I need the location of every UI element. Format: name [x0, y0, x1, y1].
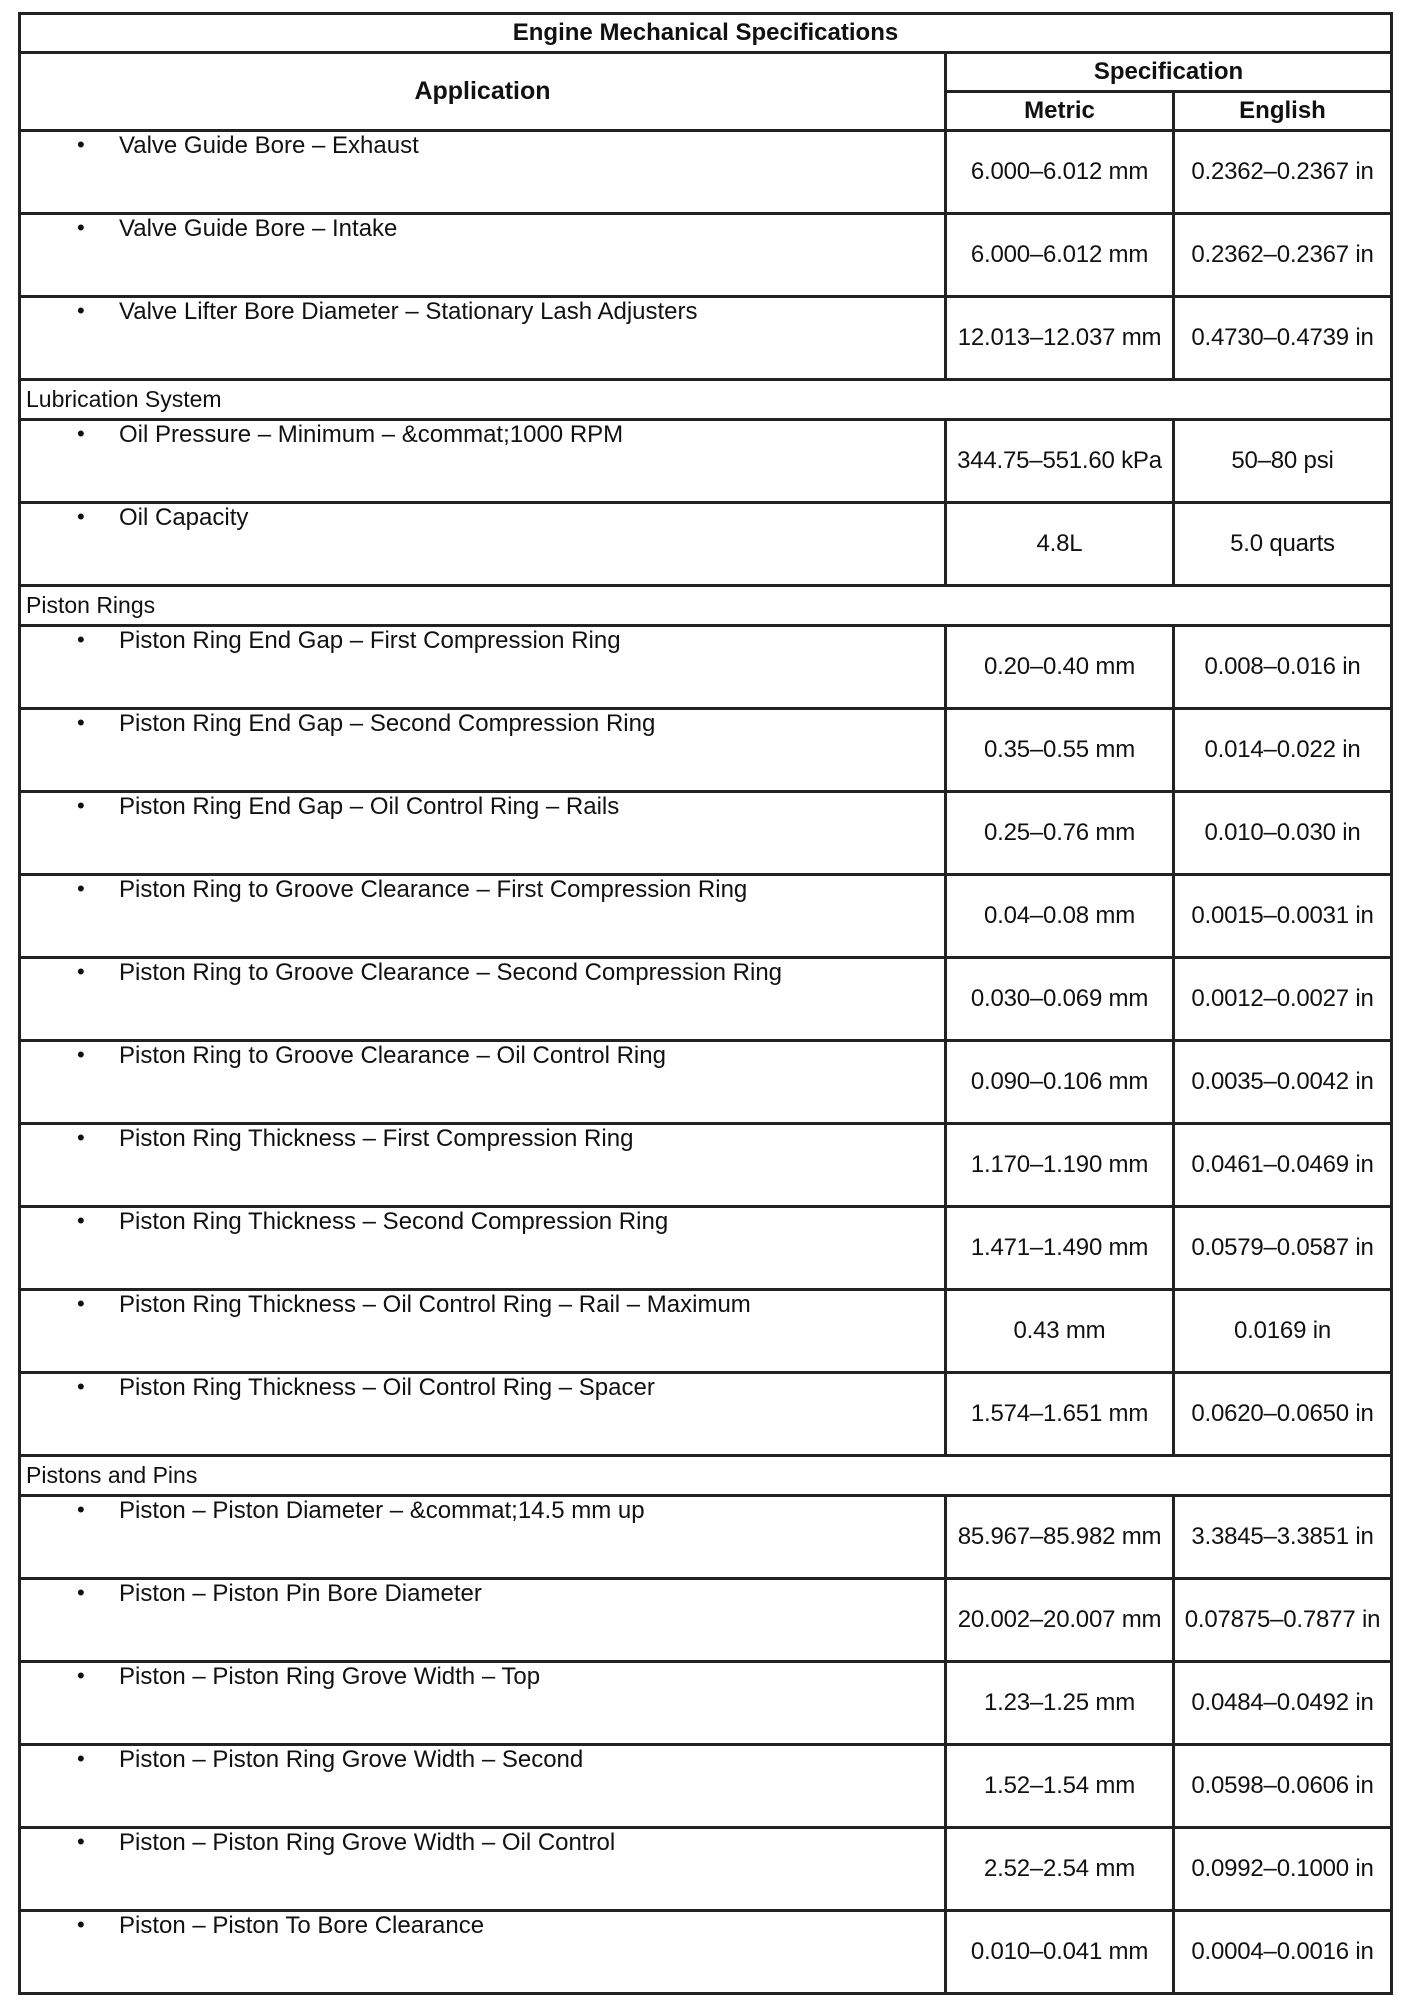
bullet-icon: • — [77, 1580, 85, 1605]
bullet-icon: • — [77, 298, 85, 323]
table-row — [20, 297, 1392, 380]
metric-value: 0.090–0.106 mm — [946, 1041, 1174, 1124]
table-row — [20, 1373, 1392, 1456]
english-value: 0.0461–0.0469 in — [1174, 1124, 1392, 1207]
application-cell — [20, 1828, 946, 1911]
application-label: Piston – Piston Diameter – &commat;14.5 mm up — [119, 1497, 645, 1524]
table-row — [20, 1207, 1392, 1290]
metric-value: 85.967–85.982 mm — [946, 1496, 1174, 1579]
application-label: Piston – Piston Pin Bore Diameter — [119, 1580, 482, 1607]
application-label: Piston Ring Thickness – First Compression Ring — [119, 1125, 634, 1152]
bullet-icon: • — [77, 132, 85, 157]
metric-value: 6.000–6.012 mm — [946, 131, 1174, 214]
specification-header: Specification — [946, 53, 1392, 92]
application-label: Piston – Piston To Bore Clearance — [119, 1912, 485, 1939]
application-label: Piston – Piston Ring Grove Width – Top — [119, 1663, 541, 1690]
section-row — [20, 1456, 1392, 1496]
application-cell — [20, 1579, 946, 1662]
table-row — [20, 1828, 1392, 1911]
metric-value: 1.170–1.190 mm — [946, 1124, 1174, 1207]
english-value: 0.4730–0.4739 in — [1174, 297, 1392, 380]
bullet-icon: • — [77, 504, 85, 529]
english-value: 0.0992–0.1000 in — [1174, 1828, 1392, 1911]
application-label: Piston Ring Thickness – Second Compression Ring — [119, 1208, 669, 1235]
application-cell — [20, 709, 946, 792]
english-value: 0.0004–0.0016 in — [1174, 1911, 1392, 1994]
metric-value: 1.471–1.490 mm — [946, 1207, 1174, 1290]
metric-value: 0.43 mm — [946, 1290, 1174, 1373]
english-value: 0.0015–0.0031 in — [1174, 875, 1392, 958]
metric-value: 12.013–12.037 mm — [946, 297, 1174, 380]
application-cell — [20, 214, 946, 297]
section-label: Piston Rings — [20, 586, 1392, 626]
english-value: 0.010–0.030 in — [1174, 792, 1392, 875]
metric-value: 0.20–0.40 mm — [946, 626, 1174, 709]
bullet-icon: • — [77, 421, 85, 446]
bullet-icon: • — [77, 1663, 85, 1688]
english-value: 0.008–0.016 in — [1174, 626, 1392, 709]
application-label: Valve Guide Bore – Intake — [119, 215, 398, 242]
metric-value: 0.030–0.069 mm — [946, 958, 1174, 1041]
application-cell — [20, 1124, 946, 1207]
application-label: Piston Ring End Gap – Oil Control Ring – Rails — [119, 793, 620, 820]
english-value: 0.014–0.022 in — [1174, 709, 1392, 792]
english-value: 0.0169 in — [1174, 1290, 1392, 1373]
table-row — [20, 958, 1392, 1041]
table-row — [20, 792, 1392, 875]
application-cell — [20, 875, 946, 958]
application-label: Valve Lifter Bore Diameter – Stationary Lash Adjusters — [119, 298, 698, 325]
bullet-icon: • — [77, 215, 85, 240]
english-value: 5.0 quarts — [1174, 503, 1392, 586]
application-cell — [20, 626, 946, 709]
table-row — [20, 214, 1392, 297]
application-cell — [20, 1496, 946, 1579]
application-label: Piston Ring to Groove Clearance – Oil Control Ring — [119, 1042, 666, 1069]
metric-value: 2.52–2.54 mm — [946, 1828, 1174, 1911]
table-row — [20, 131, 1392, 214]
english-value: 0.0598–0.0606 in — [1174, 1745, 1392, 1828]
application-label: Valve Guide Bore – Exhaust — [119, 132, 419, 159]
application-label: Piston Ring End Gap – First Compression Ring — [119, 627, 621, 654]
application-cell — [20, 1041, 946, 1124]
metric-value: 0.04–0.08 mm — [946, 875, 1174, 958]
metric-value: 0.35–0.55 mm — [946, 709, 1174, 792]
english-value: 50–80 psi — [1174, 420, 1392, 503]
table-row — [20, 709, 1392, 792]
application-label: Piston Ring End Gap – Second Compression Ring — [119, 710, 656, 737]
metric-value: 20.002–20.007 mm — [946, 1579, 1174, 1662]
application-cell — [20, 1373, 946, 1456]
application-cell — [20, 297, 946, 380]
table-row — [20, 626, 1392, 709]
section-label: Lubrication System — [20, 380, 1392, 420]
application-cell — [20, 503, 946, 586]
application-label: Piston – Piston Ring Grove Width – Oil Control — [119, 1829, 616, 1856]
application-label: Oil Pressure – Minimum – &commat;1000 RPM — [119, 421, 624, 448]
bullet-icon: • — [77, 627, 85, 652]
bullet-icon: • — [77, 793, 85, 818]
bullet-icon: • — [77, 1497, 85, 1522]
section-label: Pistons and Pins — [20, 1456, 1392, 1496]
table-row — [20, 1041, 1392, 1124]
application-cell — [20, 792, 946, 875]
english-value: 0.0579–0.0587 in — [1174, 1207, 1392, 1290]
metric-value: 6.000–6.012 mm — [946, 214, 1174, 297]
english-value: 0.2362–0.2367 in — [1174, 214, 1392, 297]
bullet-icon: • — [77, 710, 85, 735]
english-value: 3.3845–3.3851 in — [1174, 1496, 1392, 1579]
bullet-icon: • — [77, 1042, 85, 1067]
table-row — [20, 503, 1392, 586]
table-title: Engine Mechanical Specifications — [20, 14, 1392, 53]
bullet-icon: • — [77, 1912, 85, 1937]
application-cell — [20, 1911, 946, 1994]
bullet-icon: • — [77, 1125, 85, 1150]
bullet-icon: • — [77, 1746, 85, 1771]
application-cell — [20, 958, 946, 1041]
bullet-icon: • — [77, 1829, 85, 1854]
table-row — [20, 875, 1392, 958]
application-label: Piston Ring to Groove Clearance – First Compression Ring — [119, 876, 748, 903]
metric-value: 1.574–1.651 mm — [946, 1373, 1174, 1456]
metric-value: 4.8L — [946, 503, 1174, 586]
metric-value: 1.23–1.25 mm — [946, 1662, 1174, 1745]
english-value: 0.0620–0.0650 in — [1174, 1373, 1392, 1456]
application-label: Piston Ring Thickness – Oil Control Ring – Rail – Maximum — [119, 1291, 751, 1318]
application-label: Piston Ring Thickness – Oil Control Ring – Spacer — [119, 1374, 655, 1401]
application-label: Piston – Piston Ring Grove Width – Second — [119, 1746, 584, 1773]
english-value: 0.0484–0.0492 in — [1174, 1662, 1392, 1745]
bullet-icon: • — [77, 876, 85, 901]
metric-value: 344.75–551.60 kPa — [946, 420, 1174, 503]
bullet-icon: • — [77, 1374, 85, 1399]
bullet-icon: • — [77, 1291, 85, 1316]
application-cell — [20, 1290, 946, 1373]
table-row — [20, 420, 1392, 503]
application-label: Piston Ring to Groove Clearance – Second Compression Ring — [119, 959, 783, 986]
metric-header: Metric — [946, 92, 1174, 131]
application-cell — [20, 1207, 946, 1290]
table-row — [20, 1496, 1392, 1579]
table-row — [20, 1124, 1392, 1207]
english-value: 0.0035–0.0042 in — [1174, 1041, 1392, 1124]
table-body — [20, 131, 1392, 1994]
application-cell — [20, 131, 946, 214]
english-value: 0.07875–0.7877 in — [1174, 1579, 1392, 1662]
english-value: 0.2362–0.2367 in — [1174, 131, 1392, 214]
spec-table — [18, 12, 1393, 1995]
table-row — [20, 1662, 1392, 1745]
english-header: English — [1174, 92, 1392, 131]
application-cell — [20, 420, 946, 503]
table-row — [20, 1911, 1392, 1994]
bullet-icon: • — [77, 959, 85, 984]
table-header — [20, 14, 1392, 131]
application-header: Application — [20, 53, 946, 131]
section-row — [20, 380, 1392, 420]
application-cell — [20, 1745, 946, 1828]
table-row — [20, 1290, 1392, 1373]
english-value: 0.0012–0.0027 in — [1174, 958, 1392, 1041]
metric-value: 0.010–0.041 mm — [946, 1911, 1174, 1994]
application-cell — [20, 1662, 946, 1745]
table-row — [20, 1745, 1392, 1828]
application-label: Oil Capacity — [119, 504, 249, 531]
metric-value: 0.25–0.76 mm — [946, 792, 1174, 875]
table-row — [20, 1579, 1392, 1662]
section-row — [20, 586, 1392, 626]
metric-value: 1.52–1.54 mm — [946, 1745, 1174, 1828]
bullet-icon: • — [77, 1208, 85, 1233]
